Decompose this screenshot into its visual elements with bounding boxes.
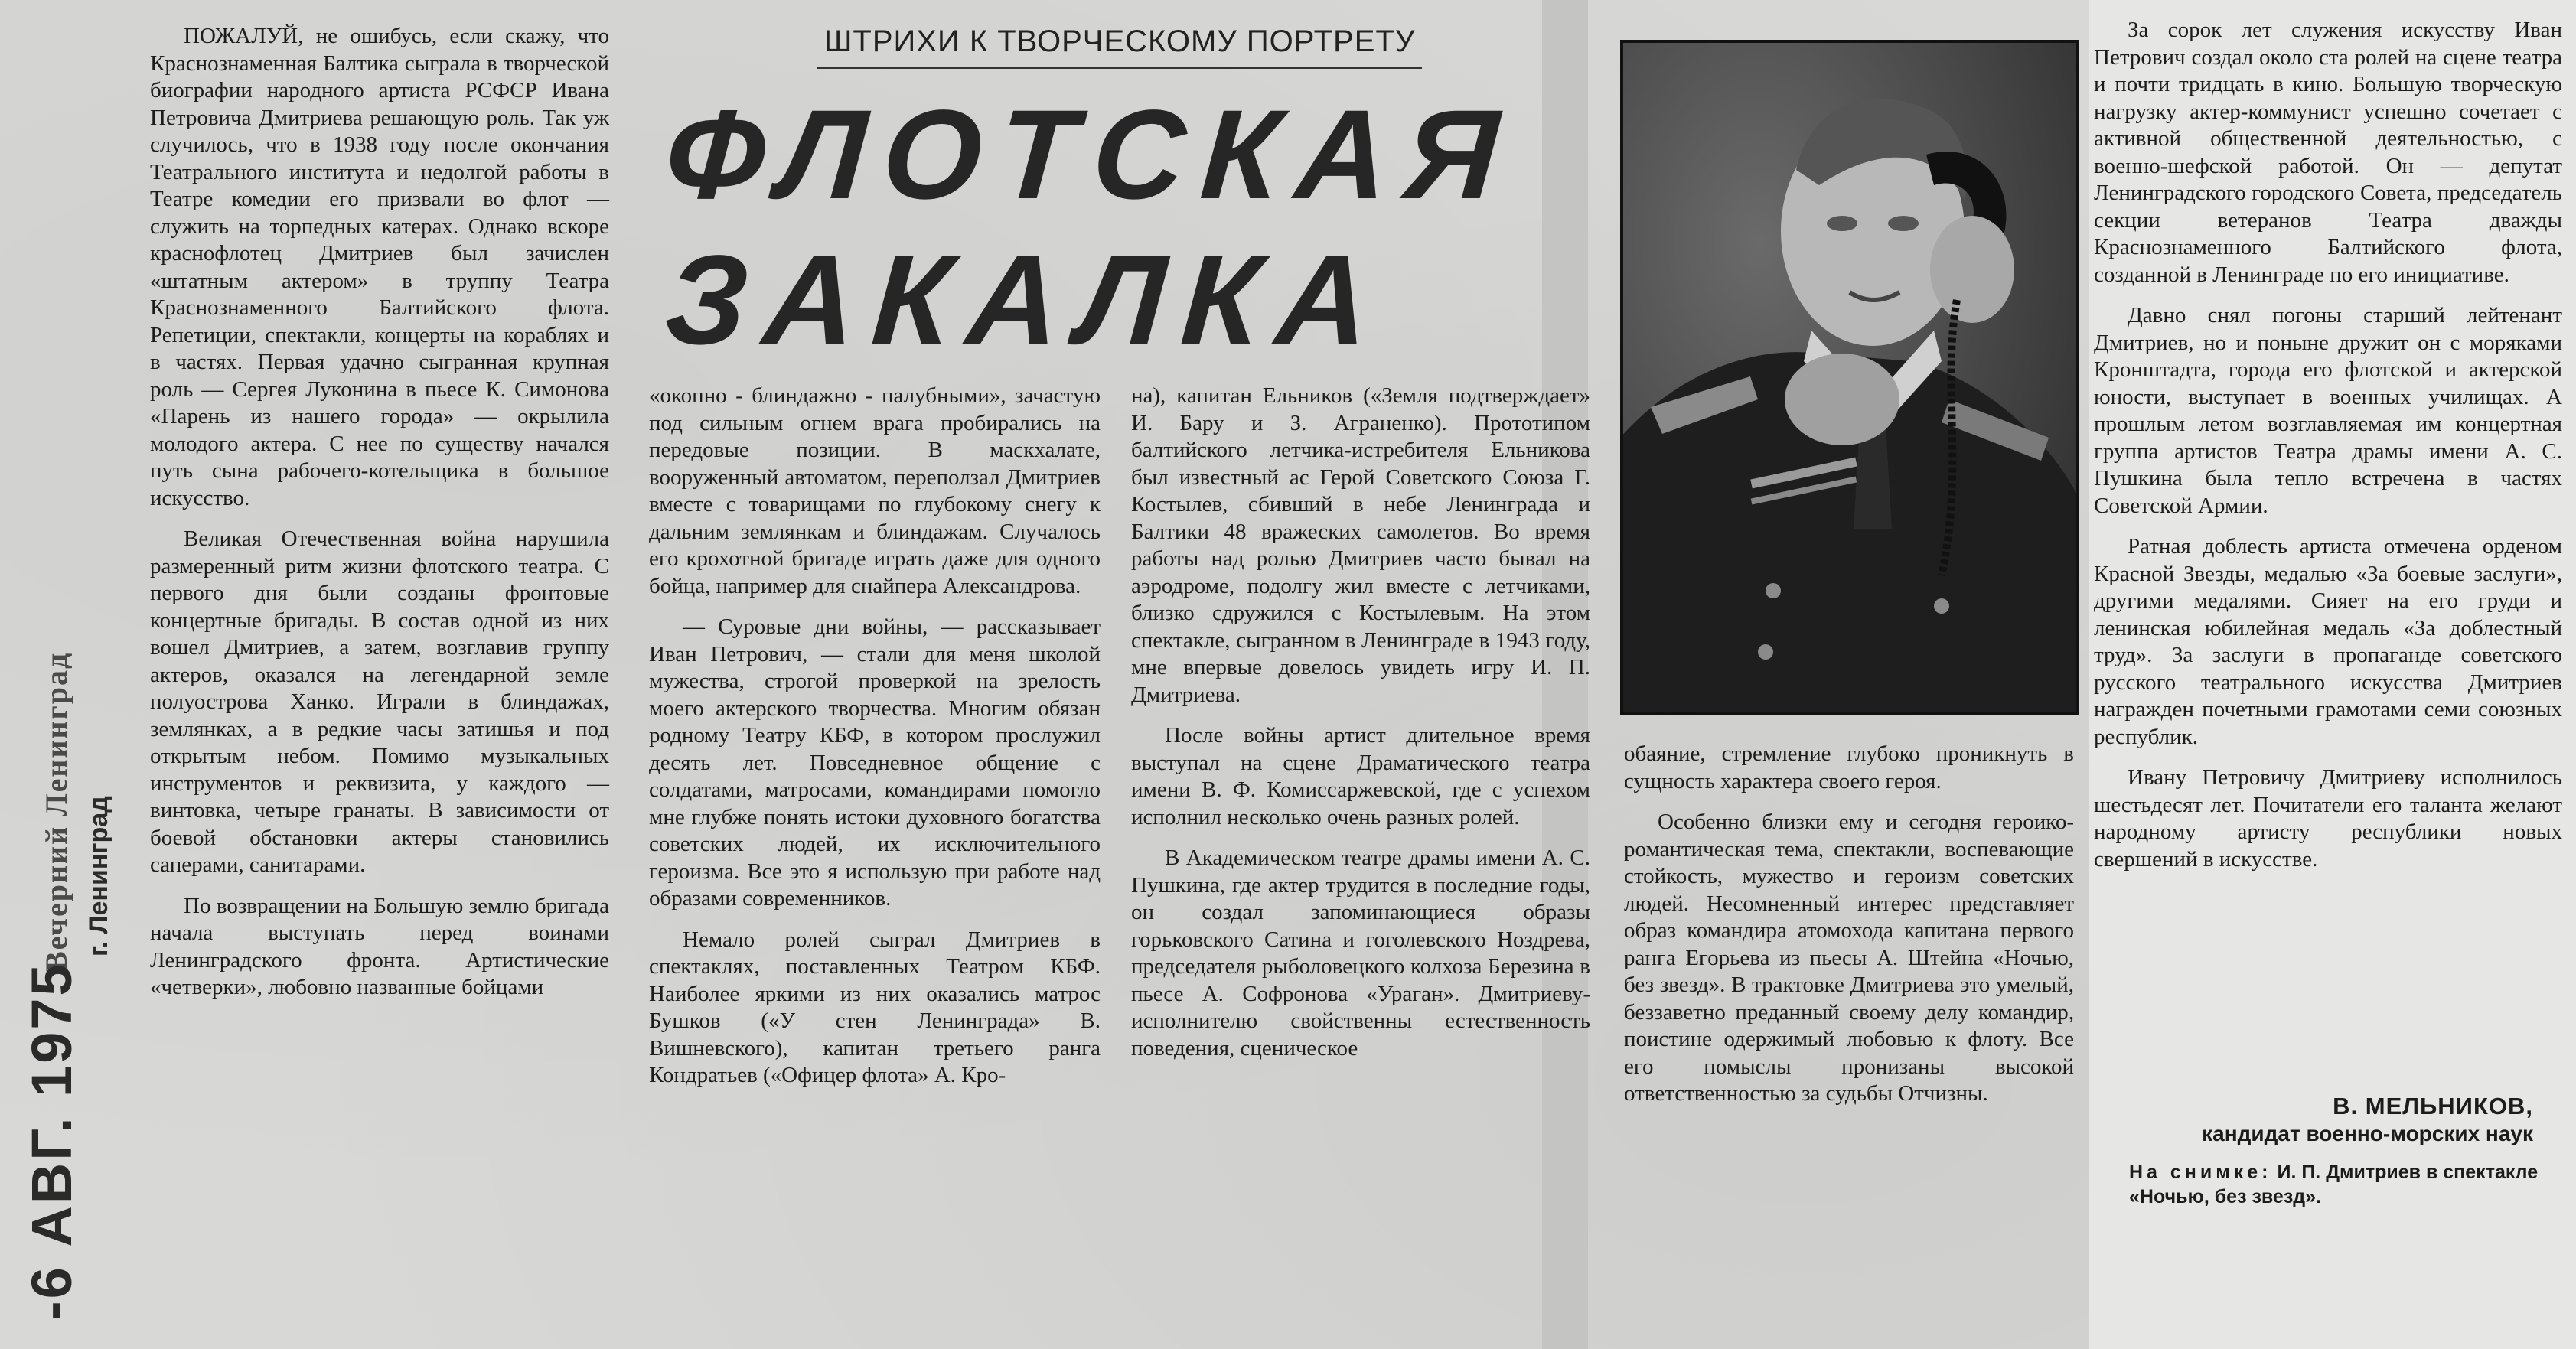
newspaper-name: Вечерний Ленинград	[39, 651, 73, 972]
paragraph: на), капитан Ельников («Земля подтверждает» И. Бару и З. Аграненко). Прототипом балтийского летчика-истребителя Ельникова был известный ас Герой Советского Союза Г. Костылев, сбивший в небе Ленинграда и Балтики 48 вражеских самолетов. Во время работы над ролью Дмитриев часто бывал на аэродроме, подолгу жил вместе с летчиками, близко сдружился с Костылевым. На этом спектакле, сыгранном в Ленинграде в 1943 году, мне впервые довелось увидеть игру И. П. Дмитриева.	[1131, 383, 1590, 707]
caption-text: И. П. Дмитриев в спектакле «Ночью, без звезд».	[2129, 1162, 2539, 1207]
headline-line-2: ЗАКАЛКА	[660, 230, 1391, 371]
paragraph: «окопно - блиндажно - палубными», зачастую под сильным огнем врага пробирались на передовые позиции. В маскхалате, вооруженный автоматом, переползал Дмитриев вместе с товарищами по глубокому снегу к дальним землянкам и блиндажам. Случалось его крохотной бригаде играть даже для одного бойца, например для снайпера Александрова.	[649, 383, 1101, 598]
paragraph: Ратная доблесть артиста отмечена орденом Красной Звезды, медалью «За боевые заслуги», другими медалями. Сияет на его груди и ленинская юбилейная медаль «За доблестный труд». За заслуги в пропаганде советского русского театрального искусства Дмитриев награжден почетными грамотами семи союзных республик.	[2094, 534, 2562, 749]
author-rank: кандидат военно-морских наук	[2202, 1122, 2533, 1145]
paragraph: После войны артист длительное время выступал на сцене Драматического театра имени В. Ф. Комиссаржевской, где с успехом исполнил несколько очень разных ролей.	[1131, 723, 1590, 829]
author-signature: В. МЕЛЬНИКОВ,	[2333, 1093, 2533, 1119]
newspaper-city: г. Ленинград	[84, 796, 113, 956]
paragraph: В Академическом театре драмы имени А. С. Пушкина, где актер трудится в последние годы, он создал запоминающиеся образы горьковского Сатина и гоголевского Ноздрева, председателя рыболовецкого колхоза Березина в пьесе А. Софронова «Ураган». Дмитриеву-исполнителю свойственны естественность поведения, сценическое	[1131, 846, 1590, 1061]
headline-line-1: ФЛОТСКАЯ	[660, 84, 1520, 226]
paragraph: Великая Отечественная война нарушила размеренный ритм жизни флотского театра. С первого дня были созданы фронтовые концертные бригады. В состав одной из них вошел Дмитриев, а затем, возглавив группу актеров, оказался на легендарной земле полуострова Ханко. Играли в блиндажах, землянках, а в редкие часы затишья и под открытым небом. Помимо музыкальных инструментов и реквизита, у каждого — винтовка, четыре гранаты. В зависимости от боевой обстановки актеры становились саперами, санитарами.	[150, 526, 609, 877]
article-column-5	[2094, 17, 2562, 1088]
date-stamp: -6 АВГ. 1975	[20, 962, 83, 1320]
article-column-2	[649, 383, 1101, 1209]
article-rubric: ШТРИХИ К ТВОРЧЕСКОМУ ПОРТРЕТУ	[817, 21, 1422, 69]
paragraph: Немало ролей сыграл Дмитриев в спектаклях, поставленных Театром КБФ. Наиболее яркими из них оказались матрос Бушков («У стен Ленинграда» В. Вишневского), капитан третьего ранга Кондратьев («Офицер флота» А. Кро-	[649, 927, 1101, 1087]
portrait-photo	[1620, 40, 2079, 715]
photo-image	[1620, 40, 2079, 715]
paragraph: — Суровые дни войны, — рассказывает Иван Петрович, — стали для меня школой мужества, строгой проверкой на зрелость моего актерского творчества. Многим обязан родному Театру КБФ, в котором прослужил десять лет. Повседневное общение с солдатами, матросами, командирами помогло мне глубже понять истоки духовного богатства советских людей, их исключительного героизма. Все это я использую при работе над образами современников.	[649, 614, 1101, 911]
paragraph: Давно снял погоны старший лейтенант Дмитриев, но и поныне дружит он с моряками Кронштадта, города его флотской и актерской юности, выступает в военных училищах. А прошлым летом возглавляемая им концертная группа артистов Театра драмы имени А. С. Пушкина была тепло встречена в частях Советской Армии.	[2094, 303, 2562, 518]
paragraph: ПОЖАЛУЙ, не ошибусь, если скажу, что Краснознаменная Балтика сыграла в творческой биографии народного артиста РСФСР Ивана Петровича Дмитриева решающую роль. Так уж случилось, что в 1938 году после окончания Театрального института и недолгой работы в Театре комедии его призвали во флот — служить на торпедных катерах. Однако вскоре краснофлотец Дмитриев был зачислен «штатным актером» в труппу Театра Краснознаменного Балтийского флота. Репетиции, спектакли, концерты на кораблях и в частях. Первая удачно сыгранная крупная роль — Сергея Луконина в пьесе К. Симонова «Парень из нашего города» — окрылила молодого актера. С нее по существу начался путь сына рабочего-котельщика в большое искусство.	[150, 24, 609, 510]
paragraph: За сорок лет служения искусству Иван Петрович создал около ста ролей на сцене театра и почти тридцать в кино. Большую творческую нагрузку актер-коммунист успешно сочетает с активной общественной деятельностью, с военно-шефской работой. Он — депутат Ленинградского городского Совета, председатель секции ветеранов Театра дважды Краснознаменного Балтийского флота, созданной в Ленинграде по его инициативе.	[2094, 18, 2562, 287]
article-column-1	[150, 23, 609, 1217]
paragraph: Ивану Петровичу Дмитриеву исполнилось шестьдесят лет. Почитатели его таланта желают народному артисту республики новых свершений в искусстве.	[2094, 765, 2562, 872]
source-stamp	[23, 513, 145, 972]
article-column-4	[1624, 741, 2074, 1215]
photo-caption	[2129, 1160, 2558, 1209]
paragraph: Особенно близки ему и сегодня героико-романтическая тема, спектакли, воспевающие стойкость, мужество и героизм советских людей. Несомненный интерес представляет образ командира атомохода капитана первого ранга Егорьева из пьесы А. Штейна «Ночью, без звезд». В трактовке Дмитриева это умелый, беззаветно преданный своему делу командир, поистине одержимый любовью к флоту. Все его помыслы пронизаны высокой ответственностью за судьбы Отчизны.	[1624, 810, 2074, 1106]
article-column-3	[1131, 383, 1590, 1209]
caption-lead: На снимке:	[2129, 1162, 2272, 1183]
paragraph: обаяние, стремление глубоко проникнуть в сущность характера своего героя.	[1624, 741, 2074, 793]
paragraph: По возвращении на Большую землю бригада начала выступать перед воинами Ленинградского фронта. Артистические «четверки», любовно названные бойцами	[150, 893, 609, 999]
